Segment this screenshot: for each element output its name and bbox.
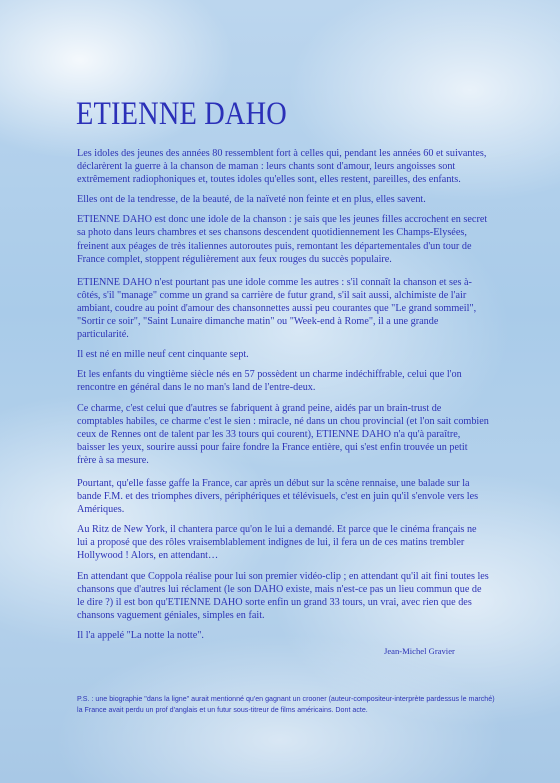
paragraph-9: Au Ritz de New York, il chantera parce qu'on le lui a demandé. Et parce que le cinéma français ne lui a proposé que des rôles vraisemblablement indignes de lui, il fera un de ces matins trembler Hollywood ! Alors, en attendant… bbox=[77, 524, 477, 562]
paragraph-5: Il est né en mille neuf cent cinquante sept. bbox=[77, 349, 249, 361]
paragraph-4: ETIENNE DAHO n'est pourtant pas une idole comme les autres : s'il connaît la chanson et ses à-côtés, s'il "manage" comme un grand sa carrière de futur grand, s'il sait aussi, alchimiste de l'air ambiant, coudre au point d'amour des chansonnettes aussi peu courantes que "Le grand sommeil", "Sortir ce soir", "Saint Lunaire dimanche matin" ou "Week-end à Rome", il a une grande particularité. bbox=[77, 276, 477, 341]
paragraph-2: Elles ont de la tendresse, de la beauté, de la naïveté non feinte et en plus, elles savent. bbox=[77, 194, 426, 206]
paragraph-7: Ce charme, c'est celui que d'autres se fabriquent à grand peine, aidés par un brain-trust de comptables habiles, ce charme c'est le sien : miracle, né dans un chou provincial (et l'on sait combien ceux de Rennes ont de talent par les 33 tours qui courent), ETIENNE DAHO n'a qu'à paraître, baisser les yeux, sourire aussi pour faire fondre la France entière, qui s'est enfin trouvée un petit frère à sa mesure. bbox=[77, 402, 489, 466]
paragraph-8: Pourtant, qu'elle fasse gaffe la France, car après un début sur la scène rennaise, une balade sur la bande F.M. et des triomphes divers, périphériques et télévisuels, c'est en juin qu'il s'envole vers les Amériques. bbox=[77, 477, 479, 516]
postscript: P.S. : une biographie "dans la ligne" aurait mentionné qu'en gagnant un crooner (auteur-compositeur-interprète pardessus le marché) la France avait perdu un prof d'anglais et un futur sous-titreur de films américains. Dont acte. bbox=[77, 695, 495, 714]
paragraph-6: Et les enfants du vingtième siècle nés en 57 possèdent un charme indéchiffrable, celui que l'on rencontre en général dans le no man's land de l'entre-deux. bbox=[77, 369, 462, 394]
paragraph-3: ETIENNE DAHO est donc une idole de la chanson : je sais que les jeunes filles accrochent en secret sa photo dans leurs chambres et ses chansons descendent quotidiennement les Champs-Elysées, freinent aux péages de très italiennes autoroutes puis, remontant les départementales d'un tour de France complet, stoppent régulièrement aux feux rouges du succès populaire. bbox=[77, 214, 488, 265]
paragraph-1: Les idoles des jeunes des années 80 ressemblent fort à celles qui, pendant les années 60 et suivantes, déclarèrent la guerre à la chanson de maman : leurs chants sont d'amour, leurs angoisses sont extrêmement radiophoniques et, toutes idoles qu'elles sont, elles restent, pareilles, des enfants. bbox=[77, 148, 487, 186]
article-body bbox=[77, 147, 489, 649]
page-title: ETIENNE DAHO bbox=[76, 96, 287, 132]
paragraph-10: En attendant que Coppola réalise pour lui son premier vidéo-clip ; en attendant qu'il ait fini toutes les chansons que d'autres lui réclament (le son DAHO existe, mais n'est-ce pas un lieu commun que de le dire ?) il est bon qu'ETIENNE DAHO sorte enfin un grand 33 tours, un vrai, avec rien que des chansons vaguement géniales, simples en fait. bbox=[77, 570, 489, 621]
paragraph-11: Il l'a appelé "La notte la notte". bbox=[77, 629, 204, 641]
author-signature: Jean-Michel Gravier bbox=[384, 646, 455, 656]
